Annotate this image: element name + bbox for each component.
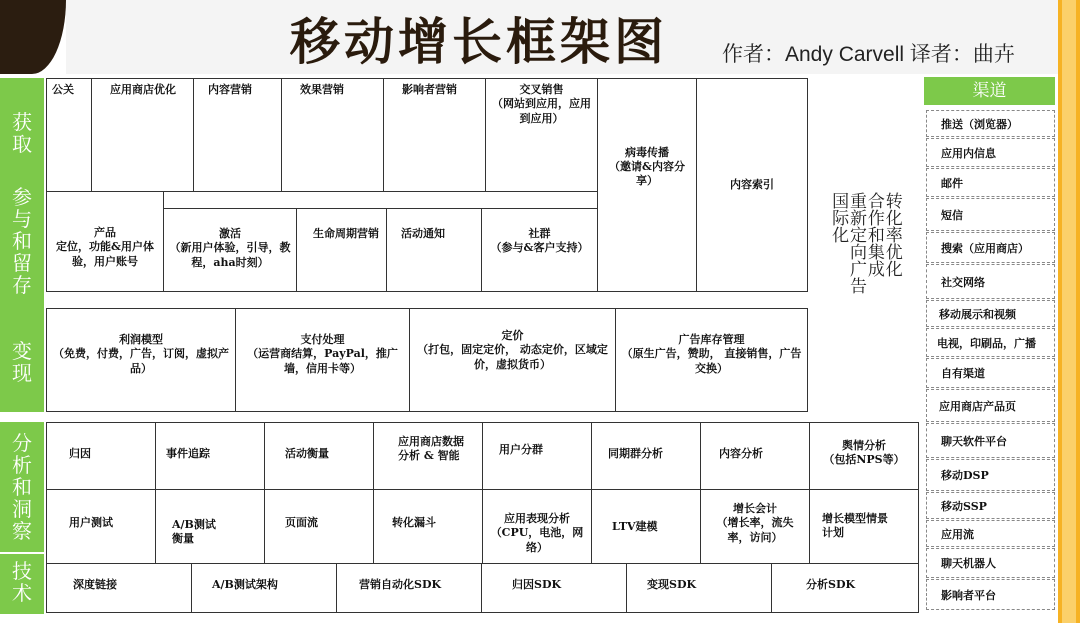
cell-sentiment-analysis: 舆情分析 （包括NPS等）	[809, 422, 919, 490]
cell-app-store-analytics: 应用商店数据分析 & 智能	[373, 422, 483, 490]
channel-item: 影响者平台	[926, 579, 1055, 610]
right-edge-stripe-inner	[1062, 0, 1076, 623]
cell-activation: 激活 （新用户体验，引导，教程，aha时刻）	[163, 208, 297, 292]
cell-pricing: 定价 （打包，固定定价， 动态定价，区域定价，虚拟货币）	[409, 308, 616, 412]
cell-page-flow: 页面流	[264, 489, 374, 564]
channel-item: 自有渠道	[926, 358, 1055, 388]
channel-item: 移动SSP	[926, 492, 1055, 519]
cell-attribution: 归因	[46, 422, 156, 490]
cell-growth-accounting: 增长会计 （增长率，流失率，访问）	[700, 489, 810, 564]
cell-content-analysis: 内容分析	[700, 422, 810, 490]
row-label-acquire: 获 取	[12, 110, 32, 156]
cell-deep-linking: 深度链接	[46, 563, 192, 613]
cell-product: 产品 定位，功能&用户体验，用户账号	[46, 191, 164, 292]
cell-ad-inventory: 广告库存管理 （原生广告，赞助， 直接销售，广告交换）	[615, 308, 808, 412]
cell-payment-processing: 支付处理 （运营商结算，PayPal，推广墙，信用卡等）	[235, 308, 410, 412]
cell-app-performance: 应用表现分析 （CPU，电池，网络）	[482, 489, 592, 564]
author-credit: 作者：Andy Carvell 译者：曲卉	[722, 43, 1015, 66]
channel-item: 电视，印刷品，广播	[926, 328, 1055, 357]
cell-profit-model: 利润模型 （免费，付费，广告，订阅，虚拟产品）	[46, 308, 236, 412]
cell-cohort-analysis: 同期群分析	[591, 422, 701, 490]
channel-item: 应用内信息	[926, 138, 1055, 167]
cell-content-index: 内容索引	[696, 78, 808, 292]
channel-item: 聊天机器人	[926, 548, 1055, 578]
cell-marketing-automation-sdk: 营销自动化SDK	[336, 563, 482, 613]
corner-decoration	[0, 0, 66, 74]
cell-aso: 应用商店优化	[91, 78, 194, 192]
cell-analytics-sdk: 分析SDK	[771, 563, 919, 613]
cell-cross-sell: 交叉销售 （网站到应用，应用到应用）	[485, 78, 598, 192]
page-title: 移动增长框架图	[290, 12, 668, 71]
channels-heading: 渠道	[924, 77, 1055, 105]
side-vertical-text: 转化率优化 合作和集成 重新定向广告 国际化	[828, 192, 902, 294]
cell-content-marketing: 内容营销	[193, 78, 282, 192]
channel-item: 聊天软件平台	[926, 423, 1055, 458]
channel-item: 移动DSP	[926, 459, 1055, 491]
cell-monetization-sdk: 变现SDK	[626, 563, 772, 613]
channel-item: 社交网络	[926, 264, 1055, 299]
channel-item: 应用商店产品页	[926, 389, 1055, 422]
cell-event-tracking: 事件追踪	[155, 422, 265, 490]
row-label-band-top	[0, 78, 44, 412]
channel-item: 短信	[926, 198, 1055, 231]
cell-community: 社群 （参与&客户支持）	[481, 208, 598, 292]
cell-activity-notice: 活动通知	[386, 208, 482, 292]
cell-performance-marketing: 效果营销	[281, 78, 384, 192]
channel-item: 推送（浏览器）	[926, 110, 1055, 137]
row-label-tech: 技 术	[0, 554, 44, 614]
row-label-engage: 参 与 和 留 存	[12, 185, 32, 297]
cell-lifecycle-marketing: 生命周期营销	[296, 208, 387, 292]
cell-user-segmentation: 用户分群	[482, 422, 592, 490]
cell-pr: 公关	[46, 78, 92, 192]
cell-ab-test-measurement: A/B测试衡量	[155, 489, 265, 564]
cell-user-testing: 用户测试	[46, 489, 156, 564]
channel-item: 移动展示和视频	[926, 300, 1055, 327]
cell-influencer-marketing: 影响者营销	[383, 78, 486, 192]
channel-item: 搜索（应用商店）	[926, 232, 1055, 263]
cell-campaign-measurement: 活动衡量	[264, 422, 374, 490]
cell-attribution-sdk: 归因SDK	[481, 563, 627, 613]
channel-item: 应用流	[926, 520, 1055, 547]
row-label-monetize: 变 现	[12, 339, 32, 385]
cell-growth-model: 增长模型情景计划	[809, 489, 919, 564]
row-label-analytics: 分 析 和 洞 察	[0, 422, 44, 552]
cell-viral: 病毒传播 （邀请&内容分享）	[597, 78, 697, 292]
cell-ab-test-architecture: A/B测试架构	[191, 563, 337, 613]
side-vertical-label	[808, 78, 920, 408]
channel-item: 邮件	[926, 168, 1055, 197]
cell-conversion-funnel: 转化漏斗	[373, 489, 483, 564]
cell-ltv-modeling: LTV建模	[591, 489, 701, 564]
